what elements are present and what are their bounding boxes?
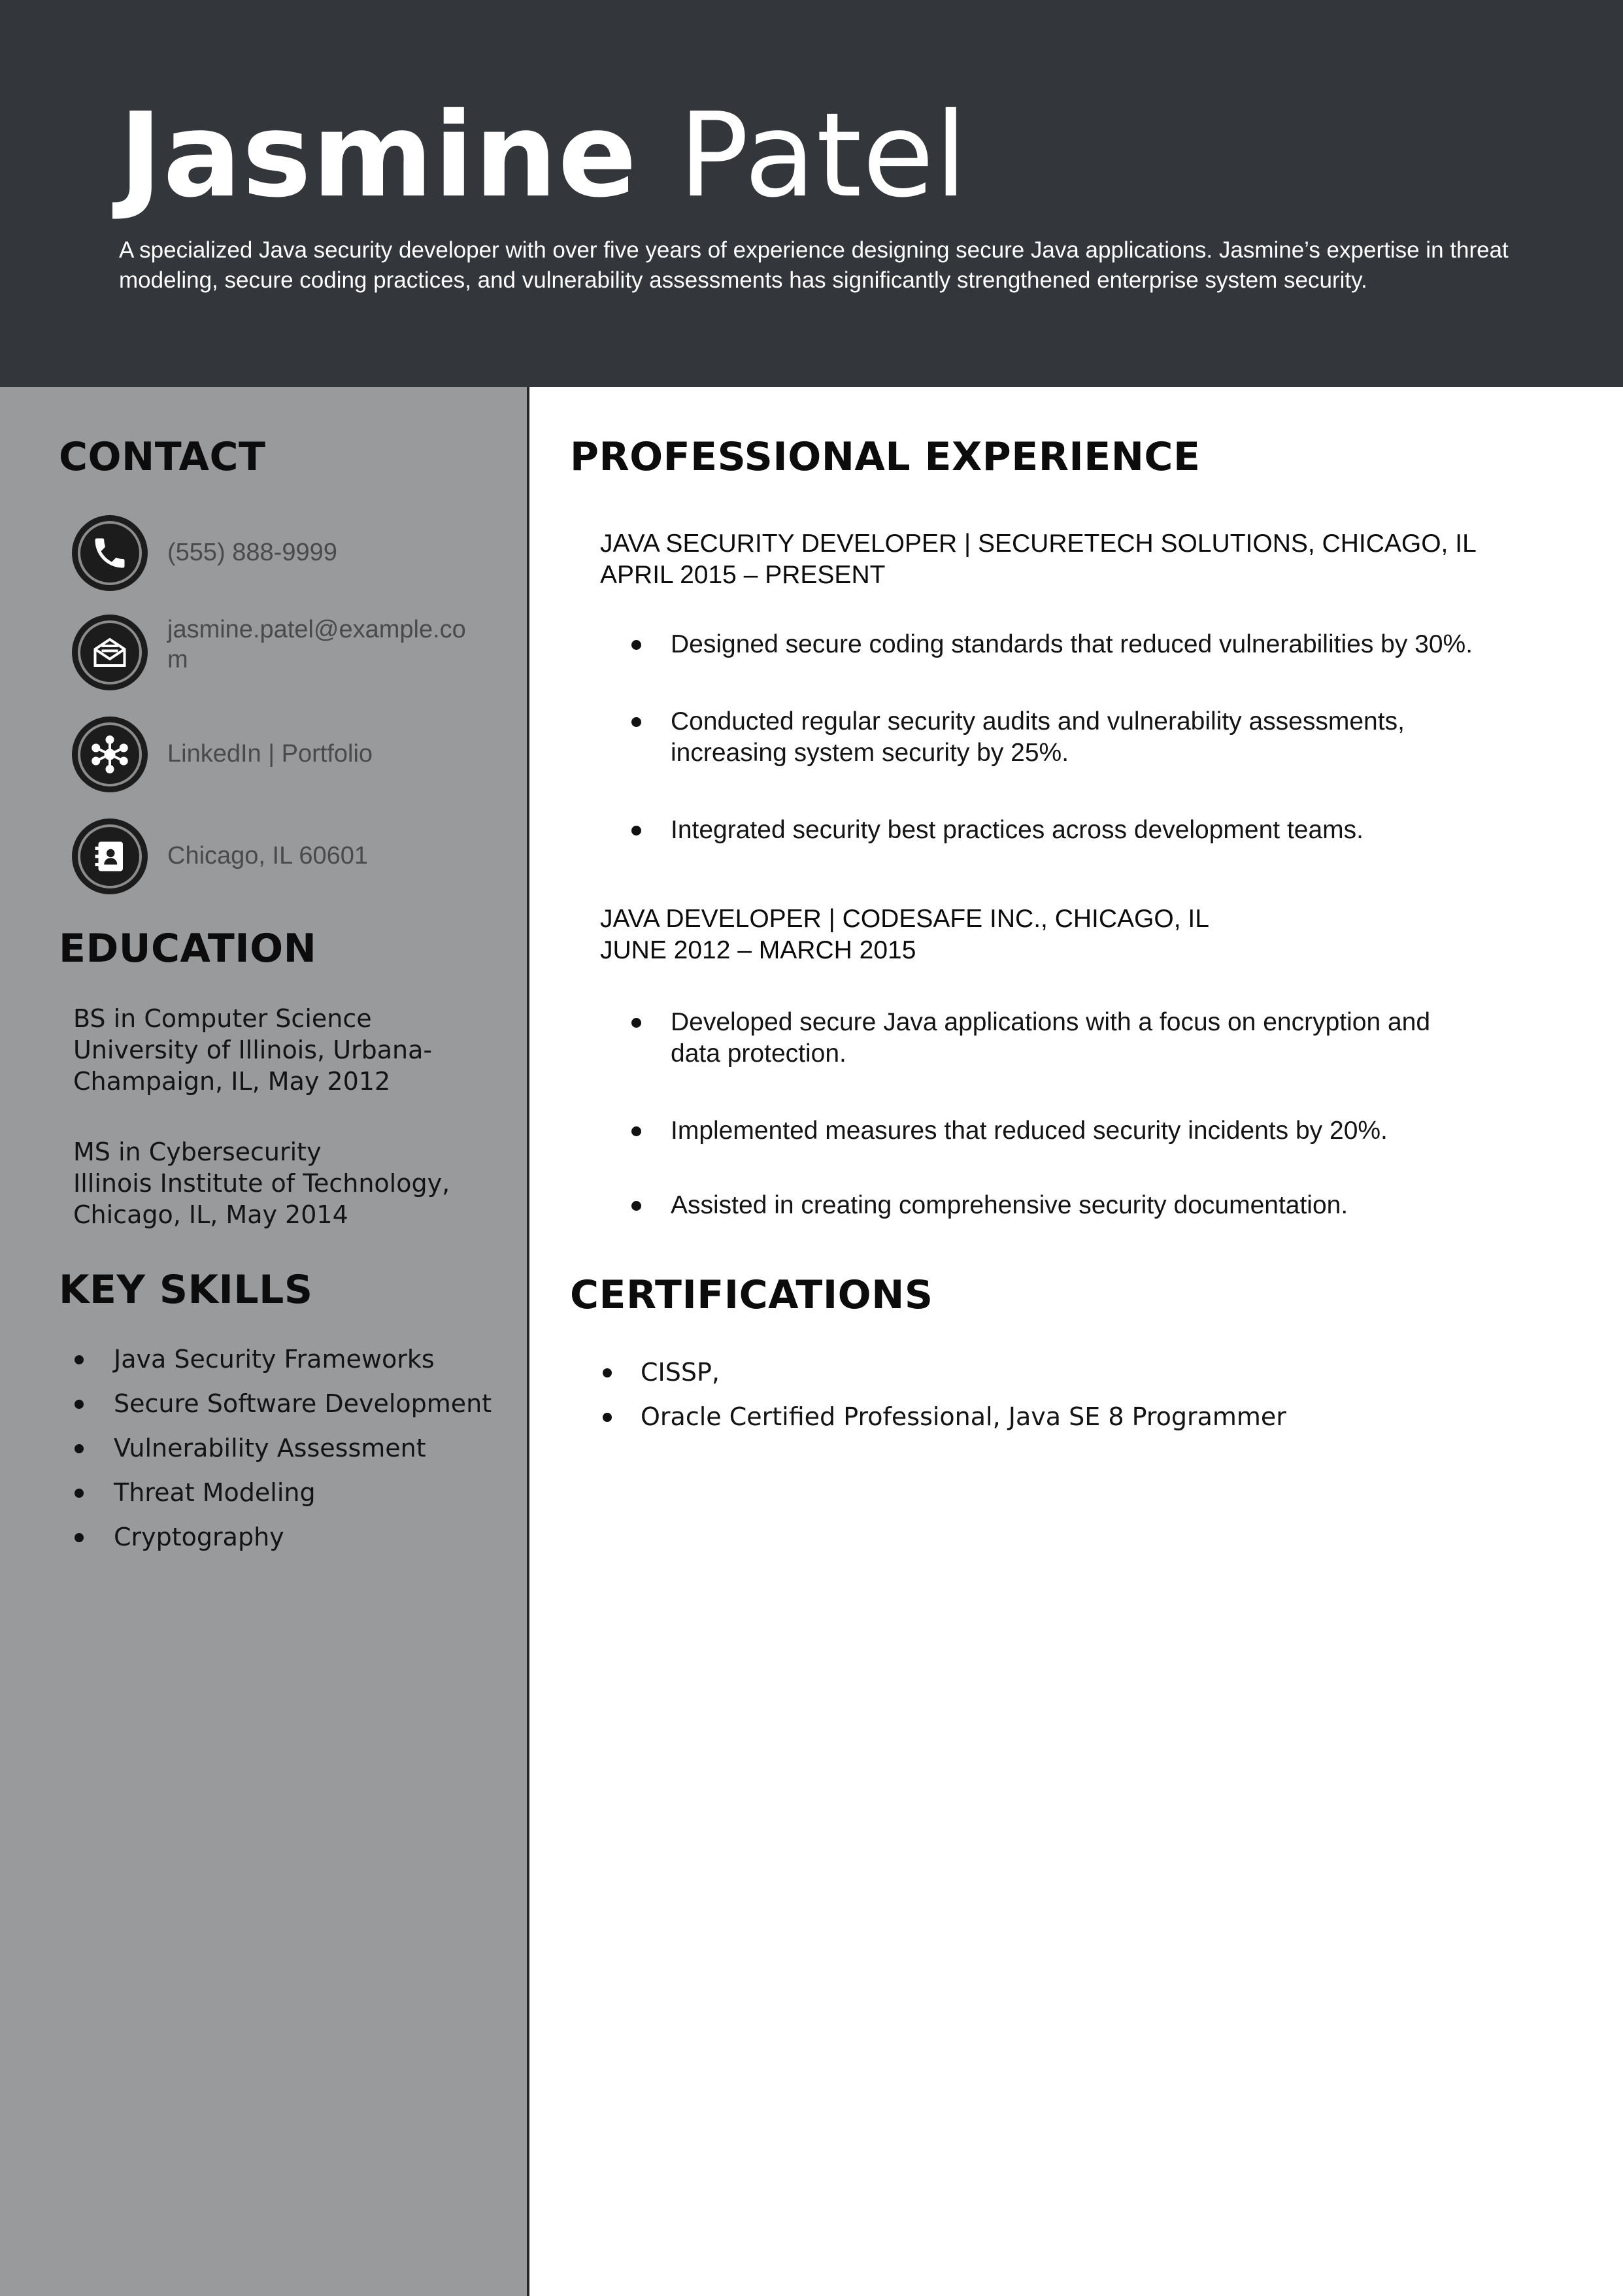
professional-summary: A specialized Java security developer with over five years of experience designing secure Java applications. Jasmine’s expertise in threat modeling, secure coding practices, and vulnerability assessments has significantly strengthened enterprise system security. [119,237,1509,293]
list-item: Integrated security best practices across development teams. [627,815,1573,846]
school: Illinois Institute of Technology, [73,1169,450,1198]
list-item: Designed secure coding standards that reduced vulnerabilities by 30%. [627,629,1573,660]
network-icon [72,717,148,792]
phone-icon [72,515,148,591]
list-item: Cryptography [73,1521,492,1566]
degree: MS in Cybersecurity [73,1138,322,1166]
job-dates: JUNE 2012 – MARCH 2015 [600,936,916,964]
job-header [600,903,1209,966]
location-text: Chicago, IL 60601 [167,842,369,869]
job-title: JAVA SECURITY DEVELOPER | SECURETECH SOLUTIONS, CHICAGO, IL [600,530,1477,558]
list-item: Conducted regular security audits and vulnerability assessments, increasing system security by 25%. [627,706,1481,769]
contact-phone [72,515,516,591]
education-entry [73,1136,492,1230]
degree: BS in Computer Science [73,1004,372,1033]
education-heading: EDUCATION [59,926,317,971]
skills-heading: KEY SKILLS [59,1267,313,1313]
skills-list [73,1343,492,1566]
experience-heading: PROFESSIONAL EXPERIENCE [570,434,1201,480]
school: University of Illinois, Urbana- [73,1036,433,1064]
job-title: JAVA DEVELOPER | CODESAFE INC., CHICAGO, IL [600,905,1209,933]
list-item: Secure Software Development [73,1388,492,1432]
education-detail: Champaign, IL, May 2012 [73,1067,391,1096]
list-item: Developed secure Java applications with a focus on encryption and data protection. [627,1007,1481,1070]
first-name: Jasmine [119,88,638,223]
certifications-list [600,1357,1286,1445]
job-dates: APRIL 2015 – PRESENT [600,561,886,589]
list-item: CISSP, [600,1357,1286,1401]
contact-email[interactable] [72,615,516,690]
education-entry [73,1003,492,1097]
contact-heading: CONTACT [59,434,266,480]
envelope-icon [72,615,148,690]
links-text[interactable]: LinkedIn | Portfolio [167,740,373,768]
phone-text: (555) 888-9999 [167,539,337,566]
contact-links[interactable] [72,717,516,792]
list-item: Assisted in creating comprehensive security documentation. [627,1190,1573,1221]
sidebar [0,387,529,2296]
address-book-icon [72,819,148,894]
candidate-name [119,90,967,221]
list-item: Implemented measures that reduced security incidents by 20%. [627,1115,1573,1147]
last-name: Patel [678,88,968,223]
certifications-heading: CERTIFICATIONS [570,1272,933,1318]
contact-location [72,819,516,894]
email-link[interactable]: jasmine.patel@example.com [167,616,466,673]
list-item: Vulnerability Assessment [73,1432,492,1477]
job-header [600,528,1477,591]
education-detail: Chicago, IL, May 2014 [73,1200,348,1229]
list-item: Oracle Certified Professional, Java SE 8 Programmer [600,1401,1286,1445]
list-item: Java Security Frameworks [73,1343,492,1388]
resume-header [0,0,1623,387]
list-item: Threat Modeling [73,1477,492,1521]
